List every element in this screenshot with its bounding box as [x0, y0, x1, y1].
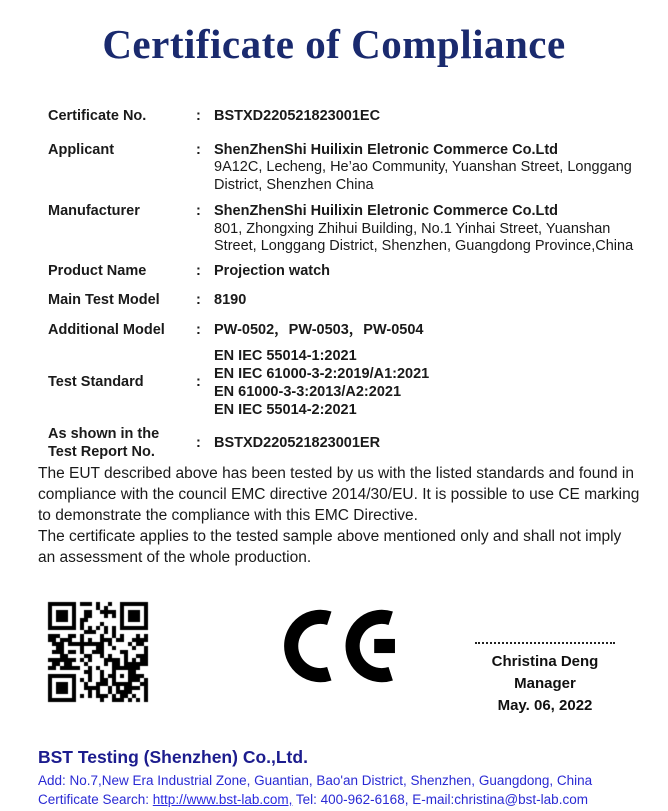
product-name-value: Projection watch — [214, 262, 331, 279]
field-separator: : — [196, 434, 201, 451]
field-label — [48, 426, 196, 461]
field-separator: : — [196, 321, 201, 338]
field-separator: : — [196, 108, 201, 124]
detail-row-product-name — [48, 263, 650, 281]
footer-search-line — [38, 792, 654, 807]
compliance-statement-text: The EUT described above has been tested by us with the listed standards and found in compliance with the council EMC directive 2014/30/EU. It is possible to use CE marking to demonstrate the compliance with this EMC Directive. — [38, 465, 640, 524]
applicant-company-name: ShenZhenShi Huilixin Eletronic Commerce Co.Ltd — [214, 141, 559, 158]
additional-model-value: PW-0502，PW-0503，PW-0504 — [214, 321, 424, 338]
compliance-statement — [38, 463, 642, 568]
test-standard-item: EN IEC 61000-3-2:2019/A1:2021 — [214, 366, 430, 382]
footer-address: Add: No.7,New Era Industrial Zone, Guantian, Bao'an District, Shenzhen, Guangdong, China — [38, 773, 593, 788]
qr-code-image — [44, 598, 152, 711]
detail-row-additional-model — [48, 322, 650, 340]
field-label-line: Test Report No. — [48, 443, 155, 460]
footer — [38, 747, 654, 811]
field-label: Manufacturer — [48, 203, 140, 219]
field-label-line: As shown in the — [48, 426, 160, 442]
detail-row-certificate-no — [48, 108, 650, 126]
test-report-number-value: BSTXD220521823001ER — [214, 434, 381, 451]
certificate-number-value: BSTXD220521823001EC — [214, 108, 381, 124]
test-standard-item: EN 61000-3-3:2013/A2:2021 — [214, 384, 402, 400]
detail-row-test-standard — [48, 347, 650, 419]
manufacturer-company-name: ShenZhenShi Huilixin Eletronic Commerce Co.Ltd — [214, 203, 559, 219]
field-label: Certificate No. — [48, 108, 147, 124]
footer-company-name: BST Testing (Shenzhen) Co.,Ltd. — [38, 747, 308, 767]
field-separator: : — [196, 262, 201, 279]
detail-row-manufacturer — [48, 203, 650, 256]
field-label: Product Name — [48, 262, 147, 279]
main-test-model-value: 8190 — [214, 292, 247, 308]
manufacturer-value — [214, 203, 650, 256]
detail-row-test-report-no — [48, 426, 650, 461]
signatory-name: Christina Deng — [491, 653, 599, 670]
field-separator: : — [196, 203, 201, 219]
footer-contact-text: Tel: 400-962-6168, E-mail:christina@bst-lab.com — [292, 792, 588, 807]
test-standard-item: EN IEC 55014-1:2021 — [214, 348, 357, 364]
field-label: Test Standard — [48, 374, 144, 391]
applicant-value — [214, 142, 650, 195]
signature-dotted-line — [475, 642, 615, 644]
ce-mark-svg — [283, 608, 400, 684]
certificate-search-label: Certificate Search: — [38, 792, 153, 807]
test-standards-list — [214, 347, 650, 419]
certificate-details — [48, 108, 650, 473]
manufacturer-address: 801, Zhongxing Zhihui Building, No.1 Yinhai Street, Yuanshan Street, Longgang District, Shenzhen, Guangdong Province,China — [214, 220, 634, 254]
field-separator: : — [196, 374, 201, 391]
detail-row-applicant — [48, 142, 650, 195]
field-separator: : — [196, 141, 201, 158]
test-standard-item: EN IEC 55014-2:2021 — [214, 402, 357, 418]
signature-block — [456, 642, 634, 717]
signatory-title: Manager — [514, 675, 576, 692]
marks-row — [38, 598, 634, 728]
certificate-title: Certificate of Compliance — [102, 21, 566, 67]
field-label: Applicant — [48, 141, 115, 158]
ce-mark-icon — [266, 608, 416, 689]
production-disclaimer-text: The certificate applies to the tested sample above mentioned only and shall not imply an assessment of the whole production. — [38, 528, 622, 566]
applicant-address: 9A12C, Lecheng, He’ao Community, Yuanshan Street, Longgang District, Shenzhen China — [214, 159, 632, 193]
field-label: Main Test Model — [48, 292, 160, 308]
field-label: Additional Model — [48, 321, 165, 338]
field-separator: : — [196, 292, 201, 308]
certificate-search-link[interactable]: http://www.bst-lab.com, — [152, 792, 293, 807]
signature-date: May. 06, 2022 — [497, 697, 593, 714]
qr-code-canvas — [44, 598, 152, 706]
detail-row-main-test-model — [48, 292, 650, 310]
